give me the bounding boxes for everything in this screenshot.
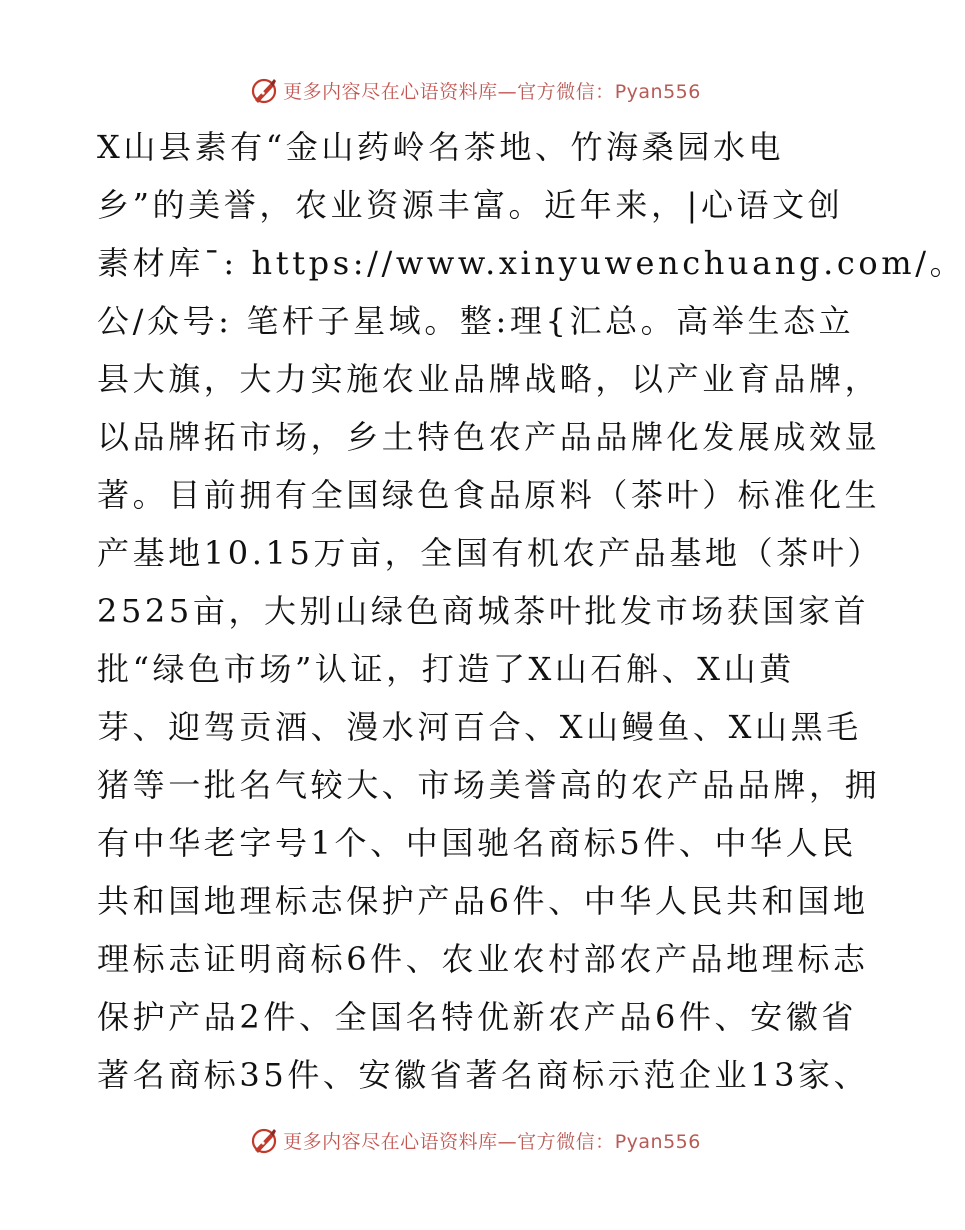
body-line: 乡”的美誉，农业资源丰富。近年来，|心语文创: [97, 186, 844, 224]
body-line: 县大旗，大力实施农业品牌战略，以产业育品牌，: [97, 360, 881, 398]
header-banner: [0, 70, 950, 110]
banner-main-text: 更多内容尽在心语资料库: [283, 1130, 498, 1153]
body-line: 公/众号: 笔杆子星域。整:理{汇总。高举生态立: [97, 302, 855, 340]
footer-banner: [0, 1120, 950, 1160]
body-line: 保护产品2件、全国名特优新农产品6件、安徽省: [97, 998, 857, 1036]
body-line: 以品牌拓市场，乡土特色农产品品牌化发展成效显: [97, 418, 881, 456]
banner-main-text: 更多内容尽在心语资料库: [283, 80, 498, 103]
banner-wechat-label: 官方微信：: [517, 1130, 615, 1153]
banner-wechat-label: 官方微信：: [517, 80, 615, 103]
pen-nib-circle-icon: [249, 1125, 279, 1155]
banner-text: [283, 77, 701, 104]
body-line: 猪等一批名气较大、市场美誉高的农产品品牌，拥: [97, 766, 881, 804]
body-line: 批“绿色市场”认证，打造了X山石斛、X山黄: [97, 650, 795, 688]
document-body: [97, 118, 965, 1104]
body-line: 素材库¯: https://www.xinyuwenchuang.com/。: [97, 244, 965, 282]
banner-wechat-id: Pyan556: [614, 80, 701, 103]
banner-separator: —: [497, 1130, 518, 1153]
banner-separator: —: [497, 80, 518, 103]
pen-nib-circle-icon: [249, 75, 279, 105]
body-line: 著。目前拥有全国绿色食品原料（茶叶）标准化生: [97, 476, 881, 514]
banner-text: [283, 1127, 701, 1154]
body-line: 理标志证明商标6件、农业农村部农产品地理标志: [97, 940, 869, 978]
body-line: 著名商标35件、安徽省著名商标示范企业13家、: [97, 1056, 870, 1094]
body-line: 2525亩，大别山绿色商城茶叶批发市场获国家首: [97, 592, 870, 630]
body-line: 有中华老字号1个、中国驰名商标5件、中华人民: [97, 824, 857, 862]
body-line: 芽、迎驾贡酒、漫水河百合、X山鳗鱼、X山黑毛: [97, 708, 862, 746]
body-line: 产基地10.15万亩，全国有机农产品基地（茶叶）: [97, 534, 884, 572]
body-line: X山县素有“金山药岭名茶地、竹海桑园水电: [97, 128, 785, 166]
banner-wechat-id: Pyan556: [614, 1130, 701, 1153]
body-line: 共和国地理标志保护产品6件、中华人民共和国地: [97, 882, 869, 920]
